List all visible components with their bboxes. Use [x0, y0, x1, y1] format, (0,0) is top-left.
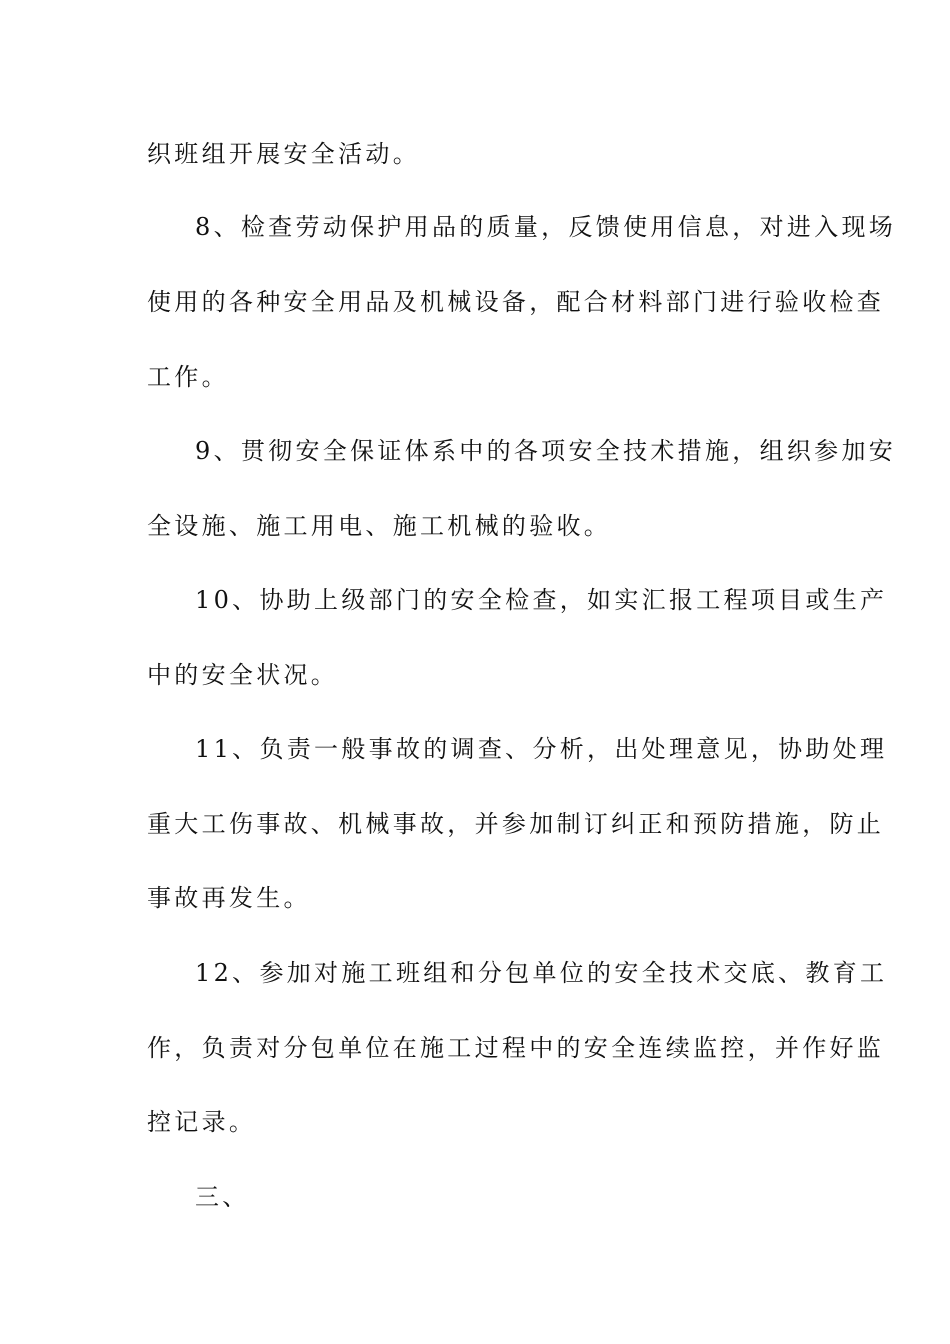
item-8-line-2: 使用的各种安全用品及机械设备，配合材料部门进行验收检查 — [147, 288, 885, 316]
item-11-line-3: 事故再发生。 — [147, 884, 311, 912]
item-10-line-1: 10、协助上级部门的安全检查，如实汇报工程项目或生产 — [195, 586, 888, 614]
item-9-line-2: 全设施、施工用电、施工机械的验收。 — [147, 512, 612, 540]
item-9-line-1: 9、贯彻安全保证体系中的各项安全技术措施，组织参加安 — [195, 437, 897, 465]
item-12-line-3: 控记录。 — [147, 1108, 257, 1136]
item-12-line-1: 12、参加对施工班组和分包单位的安全技术交底、教育工 — [195, 959, 888, 987]
item-11-line-1: 11、负责一般事故的调查、分析，出处理意见，协助处理 — [195, 735, 888, 763]
item-12-line-2: 作，负责对分包单位在施工过程中的安全连续监控，并作好监 — [147, 1034, 885, 1062]
item-8-line-3: 工作。 — [147, 363, 229, 391]
item-10-line-2: 中的安全状况。 — [147, 661, 339, 689]
section-heading-three: 三、 — [195, 1183, 250, 1211]
item-8-line-1: 8、检查劳动保护用品的质量，反馈使用信息，对进入现场 — [195, 213, 897, 241]
item-11-line-2: 重大工伤事故、机械事故，并参加制订纠正和预防措施，防止 — [147, 810, 885, 838]
text-line: 织班组开展安全活动。 — [147, 140, 420, 168]
